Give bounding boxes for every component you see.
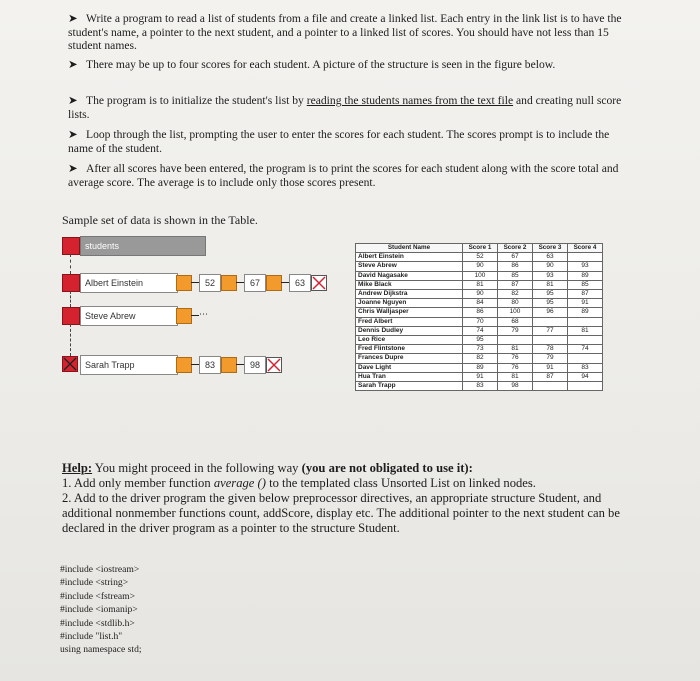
paragraph-1-text: Write a program to read a list of students from a file and create a linked list. Each entry in the link list is to have the student's name, a pointer to the next student, and a pointer to a linked list of scores. You should have not less than 15 student names. (68, 12, 622, 53)
score-cell: 81 (533, 280, 568, 289)
score-cell: 100 (463, 271, 498, 280)
score-cell: 83 (463, 382, 498, 391)
score-cell: 74 (568, 345, 603, 354)
score-cell: 73 (463, 345, 498, 354)
node-pointer-square (62, 274, 80, 292)
ellipsis-icon: ⋯ (199, 308, 208, 319)
score-cell (533, 336, 568, 345)
score-cell: 87 (568, 290, 603, 299)
student-name-cell: David Nagasake (356, 271, 463, 280)
help-section (62, 461, 642, 536)
student-name-cell: Dennis Dudley (356, 326, 463, 335)
sample-caption: Sample set of data is shown in the Table. (62, 213, 258, 227)
code-line: #include <iomanip> (60, 604, 138, 616)
student-name-cell: Sarah Trapp (356, 382, 463, 391)
score-cell: 87 (533, 372, 568, 381)
score-cell: 81 (498, 372, 533, 381)
code-line: #include "list.h" (60, 631, 123, 643)
null-x-icon (311, 275, 327, 291)
paragraph-2 (68, 58, 628, 72)
paragraph-2-text: There may be up to four scores for each student. A picture of the structure is seen in the figure below. (86, 58, 556, 71)
paragraph-4-text: Loop through the list, prompting the user to enter the scores for each student. The scores prompt is to include the name of the student. (68, 128, 610, 155)
score-cell: 67 (498, 253, 533, 262)
student-node-name: Steve Abrew (80, 306, 178, 326)
score-cell: 86 (463, 308, 498, 317)
table-body (356, 253, 603, 391)
score-cell: 68 (498, 317, 533, 326)
score-pointer-square (176, 275, 192, 291)
linked-list-diagram (58, 236, 343, 386)
table-row (356, 345, 603, 354)
student-name-cell: Fred Flintstone (356, 345, 463, 354)
table-row (356, 308, 603, 317)
table-row (356, 363, 603, 372)
student-name-cell: Mike Black (356, 280, 463, 289)
score-cell (568, 336, 603, 345)
score-pointer-square (176, 308, 192, 324)
paragraph-3: ➤ The program is to initialize the student's list by reading the students names from the text file and creating null score lists. (68, 94, 622, 121)
score-cell: 85 (568, 280, 603, 289)
table-row (356, 382, 603, 391)
head-pointer-square (62, 237, 80, 255)
score-node: 63 (289, 274, 311, 292)
score-cell: 52 (463, 253, 498, 262)
score-cell: 70 (463, 317, 498, 326)
score-cell: 100 (498, 308, 533, 317)
score-cell: 85 (498, 271, 533, 280)
student-node-name: Sarah Trapp (80, 355, 178, 375)
score-cell (568, 317, 603, 326)
score-pointer-square (221, 275, 237, 291)
score-pointer-square (266, 275, 282, 291)
arrow-bullet-icon: ➤ (68, 162, 78, 175)
student-name-cell: Steve Abrew (356, 262, 463, 271)
score-cell: 93 (568, 262, 603, 271)
table-row (356, 354, 603, 363)
student-name-cell: Chris Walljasper (356, 308, 463, 317)
score-cell: 91 (463, 372, 498, 381)
paragraph-4 (68, 128, 628, 155)
code-line: #include <iostream> (60, 564, 140, 575)
student-name-cell: Fred Albert (356, 317, 463, 326)
code-line: #include <stdlib.h> (60, 617, 135, 629)
link-dash (70, 254, 71, 274)
null-x-icon (266, 357, 282, 373)
help-intro: Help: You might proceed in the following way (you are not obligated to use it): (62, 461, 473, 475)
paragraph-1 (68, 12, 628, 53)
score-cell: 79 (533, 354, 568, 363)
code-line: #include <string> (60, 577, 129, 589)
score-cell: 96 (533, 308, 568, 317)
column-header: Score 1 (463, 244, 498, 253)
table-row (356, 299, 603, 308)
score-cell: 90 (533, 262, 568, 271)
table-header-row (356, 244, 603, 253)
score-cell (533, 382, 568, 391)
score-cell: 94 (568, 372, 603, 381)
null-x-icon (62, 356, 78, 372)
score-cell: 83 (568, 363, 603, 372)
student-name-cell: Dave Light (356, 363, 463, 372)
score-cell (498, 336, 533, 345)
column-header: Score 2 (498, 244, 533, 253)
table-row (356, 280, 603, 289)
score-cell: 82 (498, 290, 533, 299)
score-cell: 77 (533, 326, 568, 335)
help-item-1: 1. Add only member function average () to the templated class Unsorted List on linked nodes. (62, 476, 536, 490)
score-cell: 86 (498, 262, 533, 271)
score-cell: 95 (533, 299, 568, 308)
table-row (356, 262, 603, 271)
score-cell: 84 (463, 299, 498, 308)
score-cell: 91 (533, 363, 568, 372)
score-cell (568, 253, 603, 262)
paragraph-5-text: After all scores have been entered, the program is to print the scores for each student along with the score total and average score. The average is to include only those scores present. (68, 162, 619, 189)
student-name-cell: Joanne Nguyen (356, 299, 463, 308)
score-cell: 74 (463, 326, 498, 335)
paragraph-5 (68, 162, 628, 189)
table-row (356, 317, 603, 326)
arrow-bullet-icon: ➤ (68, 12, 78, 25)
score-cell: 98 (498, 382, 533, 391)
score-cell: 90 (463, 262, 498, 271)
column-header: Student Name (356, 244, 463, 253)
score-pointer-square (176, 357, 192, 373)
student-node-name: Albert Einstein (80, 273, 178, 293)
node-pointer-square (62, 307, 80, 325)
table-row (356, 271, 603, 280)
score-cell: 81 (463, 280, 498, 289)
score-node: 83 (199, 356, 221, 374)
table-row (356, 253, 603, 262)
score-cell (568, 354, 603, 363)
score-cell: 90 (463, 290, 498, 299)
student-name-cell: Hua Tran (356, 372, 463, 381)
score-cell: 89 (463, 363, 498, 372)
score-cell: 87 (498, 280, 533, 289)
code-line: #include <fstream> (60, 590, 136, 602)
arrow-bullet-icon: ➤ (68, 94, 78, 107)
score-cell: 95 (463, 336, 498, 345)
score-cell: 82 (463, 354, 498, 363)
column-header: Score 3 (533, 244, 568, 253)
score-pointer-square (221, 357, 237, 373)
score-cell: 81 (568, 326, 603, 335)
score-cell: 80 (498, 299, 533, 308)
score-node: 67 (244, 274, 266, 292)
score-cell: 79 (498, 326, 533, 335)
table-row (356, 326, 603, 335)
score-cell (568, 382, 603, 391)
score-cell: 81 (498, 345, 533, 354)
head-label: students (80, 236, 206, 256)
score-cell: 63 (533, 253, 568, 262)
score-cell: 76 (498, 354, 533, 363)
arrow-bullet-icon: ➤ (68, 128, 78, 141)
student-name-cell: Albert Einstein (356, 253, 463, 262)
student-name-cell: Andrew Dijkstra (356, 290, 463, 299)
score-node: 52 (199, 274, 221, 292)
score-cell: 95 (533, 290, 568, 299)
help-item-2: 2. Add to the driver program the given below preprocessor directives, an appropriate structure Student, and additional nonmember functions count, addScore, display etc. The additional pointer to the next student can be declared in the driver program as a pointer to the structure Student. (62, 491, 620, 535)
link-dash (70, 324, 71, 356)
score-cell: 89 (568, 271, 603, 280)
underlined-phrase: reading the students names from the text file (306, 94, 514, 107)
arrow-bullet-icon: ➤ (68, 58, 78, 71)
link-dash (70, 291, 71, 307)
score-cell (533, 317, 568, 326)
score-cell: 91 (568, 299, 603, 308)
score-cell: 78 (533, 345, 568, 354)
table-row (356, 336, 603, 345)
code-line: using namespace std; (60, 644, 142, 656)
column-header: Score 4 (568, 244, 603, 253)
table-row (356, 372, 603, 381)
student-name-cell: Leo Rice (356, 336, 463, 345)
score-cell: 89 (568, 308, 603, 317)
sample-data-table (355, 243, 603, 391)
score-cell: 76 (498, 363, 533, 372)
score-cell: 93 (533, 271, 568, 280)
code-block (60, 563, 142, 657)
table-row (356, 290, 603, 299)
student-name-cell: Frances Dupre (356, 354, 463, 363)
score-node: 98 (244, 356, 266, 374)
